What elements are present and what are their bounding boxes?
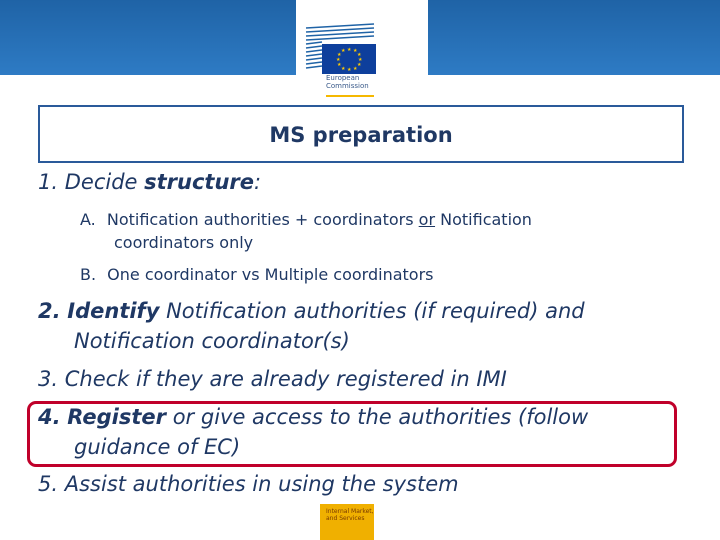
- logo-text-line2: Commission: [326, 82, 369, 90]
- slide-title: MS preparation: [269, 123, 453, 147]
- sub-letter: B.: [80, 265, 97, 284]
- list-item-4-line2: guidance of EC): [74, 435, 241, 459]
- item-keyword: Register: [67, 405, 167, 429]
- svg-text:★: ★: [337, 52, 342, 58]
- logo-text-line1: European: [326, 74, 360, 82]
- item-text: Check if they are already registered in IMI: [64, 367, 507, 391]
- sub-letter: A.: [80, 210, 96, 229]
- list-item-3: [38, 364, 507, 394]
- item-text: or give access to the authorities (follow: [166, 405, 589, 429]
- list-item-2: [38, 296, 585, 326]
- svg-text:★: ★: [357, 62, 362, 68]
- logo-underline: [326, 95, 374, 97]
- item-text-post: :: [254, 170, 262, 194]
- sub-text-post: Notification: [435, 210, 532, 229]
- highlight-box: [27, 401, 677, 467]
- sub-item-a: [80, 209, 532, 231]
- dg-badge: [320, 504, 374, 540]
- sub-text: One coordinator vs Multiple coordinators: [107, 265, 434, 284]
- item-number: 5.: [38, 472, 59, 496]
- item-text-pre: Decide: [64, 170, 145, 194]
- item-keyword: Identify: [67, 299, 160, 323]
- item-number: 2.: [38, 299, 61, 323]
- title-box: [38, 105, 684, 163]
- svg-text:★: ★: [357, 52, 362, 58]
- sub-item-a-line2: coordinators only: [114, 233, 254, 252]
- sub-text-underlined: or: [418, 210, 436, 229]
- svg-text:★: ★: [353, 66, 358, 72]
- eu-flag-icon: [322, 44, 376, 74]
- badge-line2: and Services: [326, 515, 365, 522]
- list-item-1: [38, 167, 261, 197]
- svg-text:★: ★: [337, 62, 342, 68]
- item-text: Assist authorities in using the system: [64, 472, 459, 496]
- list-item-2-line2: Notification coordinator(s): [74, 329, 350, 353]
- badge-line1: Internal Market,: [326, 508, 374, 515]
- svg-text:★: ★: [347, 67, 352, 73]
- item-text: Notification authorities (if required) and: [159, 299, 585, 323]
- svg-text:★: ★: [347, 47, 352, 53]
- logo-text: [326, 74, 369, 90]
- svg-text:★: ★: [341, 48, 346, 54]
- list-item-5: [38, 469, 459, 499]
- item-keyword: structure: [144, 170, 255, 194]
- item-number: 3.: [38, 367, 59, 391]
- svg-text:★: ★: [341, 66, 346, 72]
- item-number: 4.: [38, 405, 61, 429]
- sub-item-b: [80, 264, 434, 286]
- item-number: 1.: [38, 170, 59, 194]
- svg-text:★: ★: [358, 57, 363, 63]
- svg-text:★: ★: [353, 48, 358, 54]
- sub-text-pre: Notification authorities + coordinators: [106, 210, 419, 229]
- svg-text:★: ★: [336, 57, 341, 63]
